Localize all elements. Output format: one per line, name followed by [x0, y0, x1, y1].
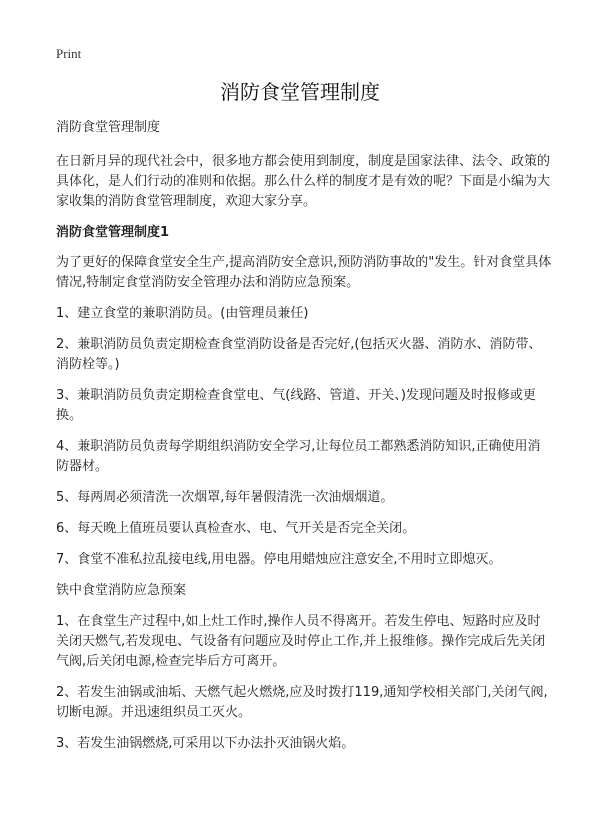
- rule-item-2: 2、兼职消防员负责定期检查食堂消防设备是否完好,(包括灭火器、消防水、消防带、消防栓等。): [56, 337, 542, 372]
- rule-item-1: 1、建立食堂的兼职消防员。(由管理员兼任): [56, 306, 309, 321]
- section-heading-2: 铁中食堂消防应急预案: [56, 583, 187, 598]
- rule-item-6: 6、每天晚上值班员要认真检查水、电、气开关是否完全关闭。: [56, 521, 416, 536]
- plan-item-3: 3、若发生油锅燃烧,可采用以下办法扑灭油锅火焰。: [56, 736, 355, 751]
- rule-item-3: 3、兼职消防员负责定期检查食堂电、气(线路、管道、开关、)发现问题及时报修或更换。: [56, 388, 536, 423]
- article-subtitle: 消防食堂管理制度: [56, 120, 161, 135]
- section1-intro: 为了更好的保障食堂安全生产,提高消防安全意识,预防消防事故的"发生。针对食堂具体情况,特制定食堂消防安全管理办法和消防应急预案。: [56, 255, 552, 290]
- rule-item-5: 5、每两周必须清洗一次烟罩,每年暑假清洗一次油烟烟道。: [56, 490, 394, 505]
- section-heading-1: 消防食堂管理制度1: [56, 225, 170, 240]
- plan-item-1: 1、在食堂生产过程中,如上灶工作时,操作人员不得离开。若发生停电、短路时应及时关闭天燃气,若发现电、气设备有问题应及时停止工作,并上报维修。操作完成后先关闭气阀,后关闭电源,检查完毕后方可离开。: [56, 614, 546, 669]
- article-body: [56, 118, 552, 765]
- rule-item-4: 4、兼职消防员负责每学期组织消防安全学习,让每位员工都熟悉消防知识,正确使用消防器材。: [56, 439, 541, 474]
- rule-item-7: 7、食堂不准私拉乱接电线,用电器。停电用蜡烛应注意安全,不用时立即熄灭。: [56, 552, 502, 567]
- plan-item-2: 2、若发生油锅或油垢、天燃气起火燃烧,应及时拨打119,通知学校相关部门,关闭气阀,切断电源。并迅速组织员工灭火。: [56, 685, 548, 720]
- page-title: 消防食堂管理制度: [220, 80, 380, 104]
- intro-paragraph: 在日新月异的现代社会中，很多地方都会使用到制度，制度是国家法律、法令、政策的具体化，是人们行动的准则和依据。那么什么样的制度才是有效的呢？下面是小编为大家收集的消防食堂管理制度，欢迎大家分享。: [56, 154, 551, 209]
- print-link[interactable]: Print: [56, 46, 82, 61]
